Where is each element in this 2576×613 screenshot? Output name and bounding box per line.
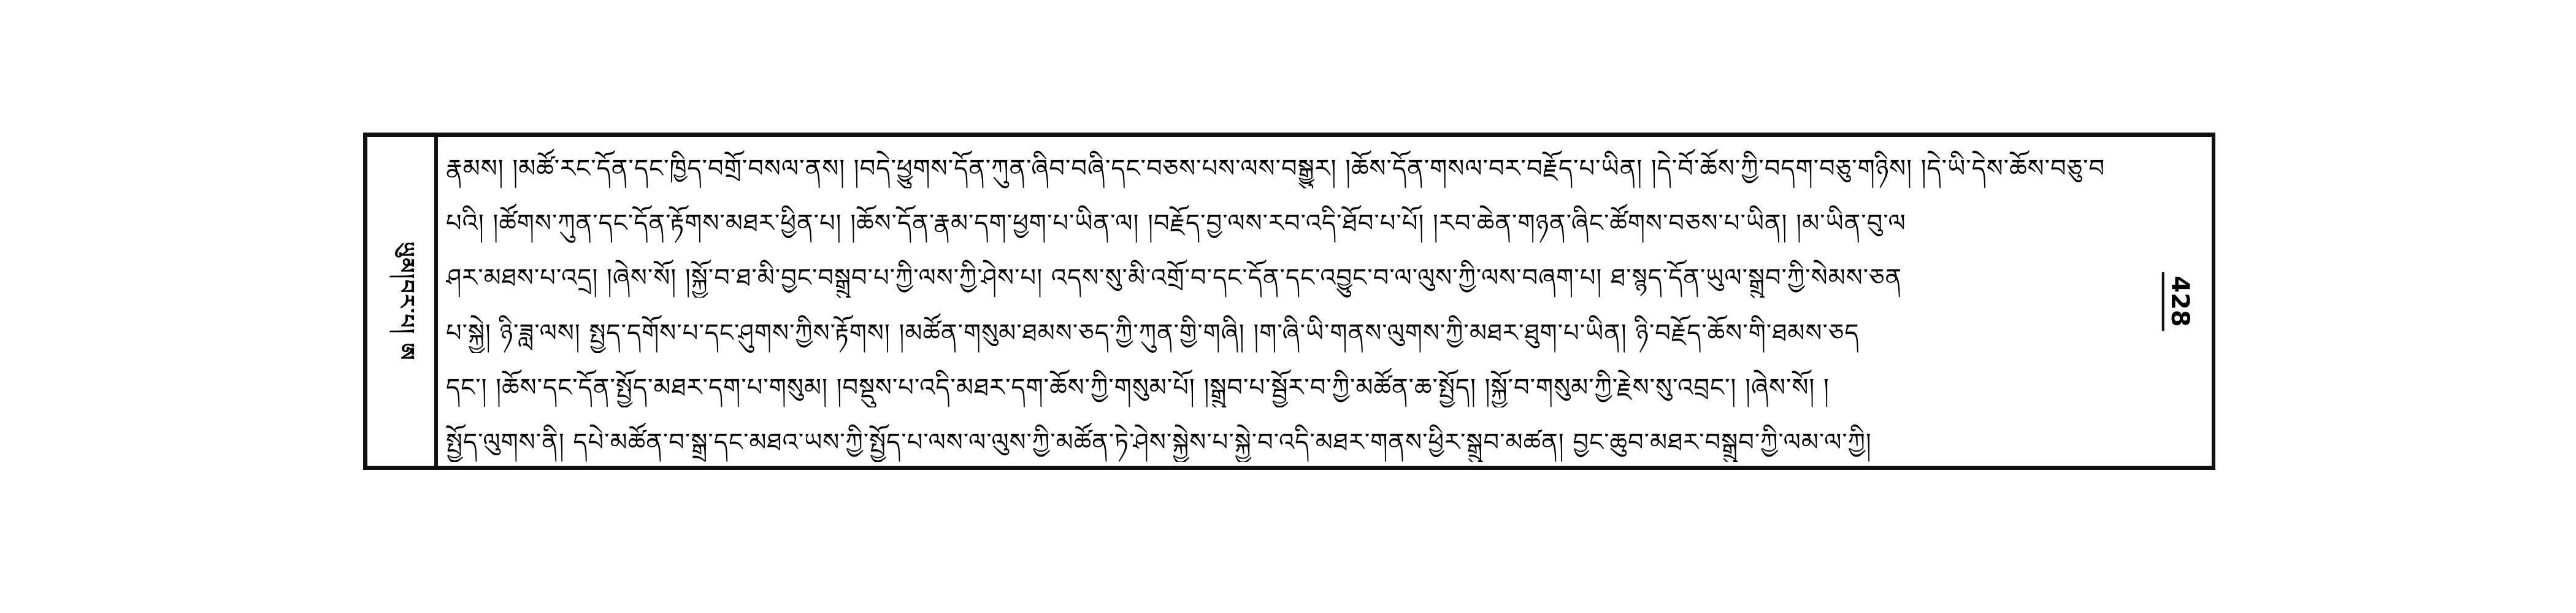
margin-volume-label: ཡུམ།བར་པ། ཨ [394,241,419,361]
left-margin [367,137,438,466]
right-margin [2144,137,2212,466]
text-line: དང་། །ཆོས་དང་དོན་སྤྱོད་མཐར་དག་པ་གསུམ། །བསྡུས་པ་འདི་མཐར་དག་ཆོས་ཀྱི་གསུམ་པོ། །སྒྲུབ་པ་སྦྱོར་བ་ཀྱི་མཚོན་ཆ་སྤྱོད། །སྐྱོ་བ་གསུམ་ཀྱི་རྗེས་སུ་འབྲང་། །ཞེས་སོ། ། [446,373,1830,402]
text-line: རྣམས། །མཚོ་རང་དོན་དང་ཁྱིད་བགྲོ་བསལ་ནས། །བདེ་ཕྱུགས་དོན་ཀུན་ཞིབ་བཞི་དང་བཅས་པས་ལས་བསྒྱུར། །ཆོས་དོན་གསལ་བར་བརྗོད་པ་ཡིན། །དེ་བོ་ཆོས་ཀྱི་བདག་བཅུ་གཉིས། །དེ་ཡི་དེས་ཆོས་བཅུ་བ [446,155,2106,183]
text-line: པ་སྐྱེ། ཉི་ཟླ་ལས། སྤྱད་དགོས་པ་དང་ཤུགས་ཀྱིས་རྟོགས། །མཚོན་གསུམ་ཐམས་ཅད་ཀྱི་ཀུན་གྱི་གཞི། །ག་ཞི་ཡི་གནས་ལུགས་ཀྱི་མཐར་ཐུག་པ་ཡིན། ཉི་བརྗོད་ཆོས་གི་ཐམས་ཅད [446,318,1860,347]
text-line: པའི། །ཚོགས་ཀུན་དང་དོན་རྟོགས་མཐར་ཕྱིན་པ། །ཆོས་དོན་རྣམ་དག་ཕྱག་པ་ཡིན་ལ། །བརྗོད་བྱ་ལས་རབ་འདི་ཐོབ་པ་པོ། །རབ་ཆེན་གཉན་ཞིང་ཚོགས་བཅས་པ་ཡིན། །མ་ཡིན་བུ་ལ [446,209,1906,238]
scripture-folio [363,133,2215,470]
text-line: སྤྱོད་ལུགས་ནི། དཔེ་མཚོན་བ་སྒྲ་དང་མཐའ་ཡས་ཀྱི་སྤྱོད་པ་ལས་ལ་ལུས་ཀྱི་མཚོན་ཏེ་ཤེས་སྐྱེས་པ་སྐྱེ་བ་འདི་མཐར་གནས་ཕྱིར་སྒྲུབ་མཚན། བྱང་ཆུབ་མཐར་བསྒྲུབ་ཀྱི་ལམ་ལ་ཀྱི། [446,428,1872,457]
text-line: ཤར་མཐས་པ་འདྲ། །ཞེས་སོ། །སྐྱོ་བ་ཐ་མི་བྱང་བསྒྲུབ་པ་ཀྱི་ལས་ཀྱི་ཤེས་པ། འདས་སུ་མི་འགྲོ་བ་དང་དོན་དང་འབྱུང་བ་ལ་ལུས་ཀྱི་ལས་བཞག་པ། ཐ་སྙད་དོན་ཡུལ་སྒྲུབ་ཀྱི་སེམས་ཅན [446,264,1903,293]
tibetan-text-block [446,149,2120,462]
page-number: 428 [2162,272,2194,331]
